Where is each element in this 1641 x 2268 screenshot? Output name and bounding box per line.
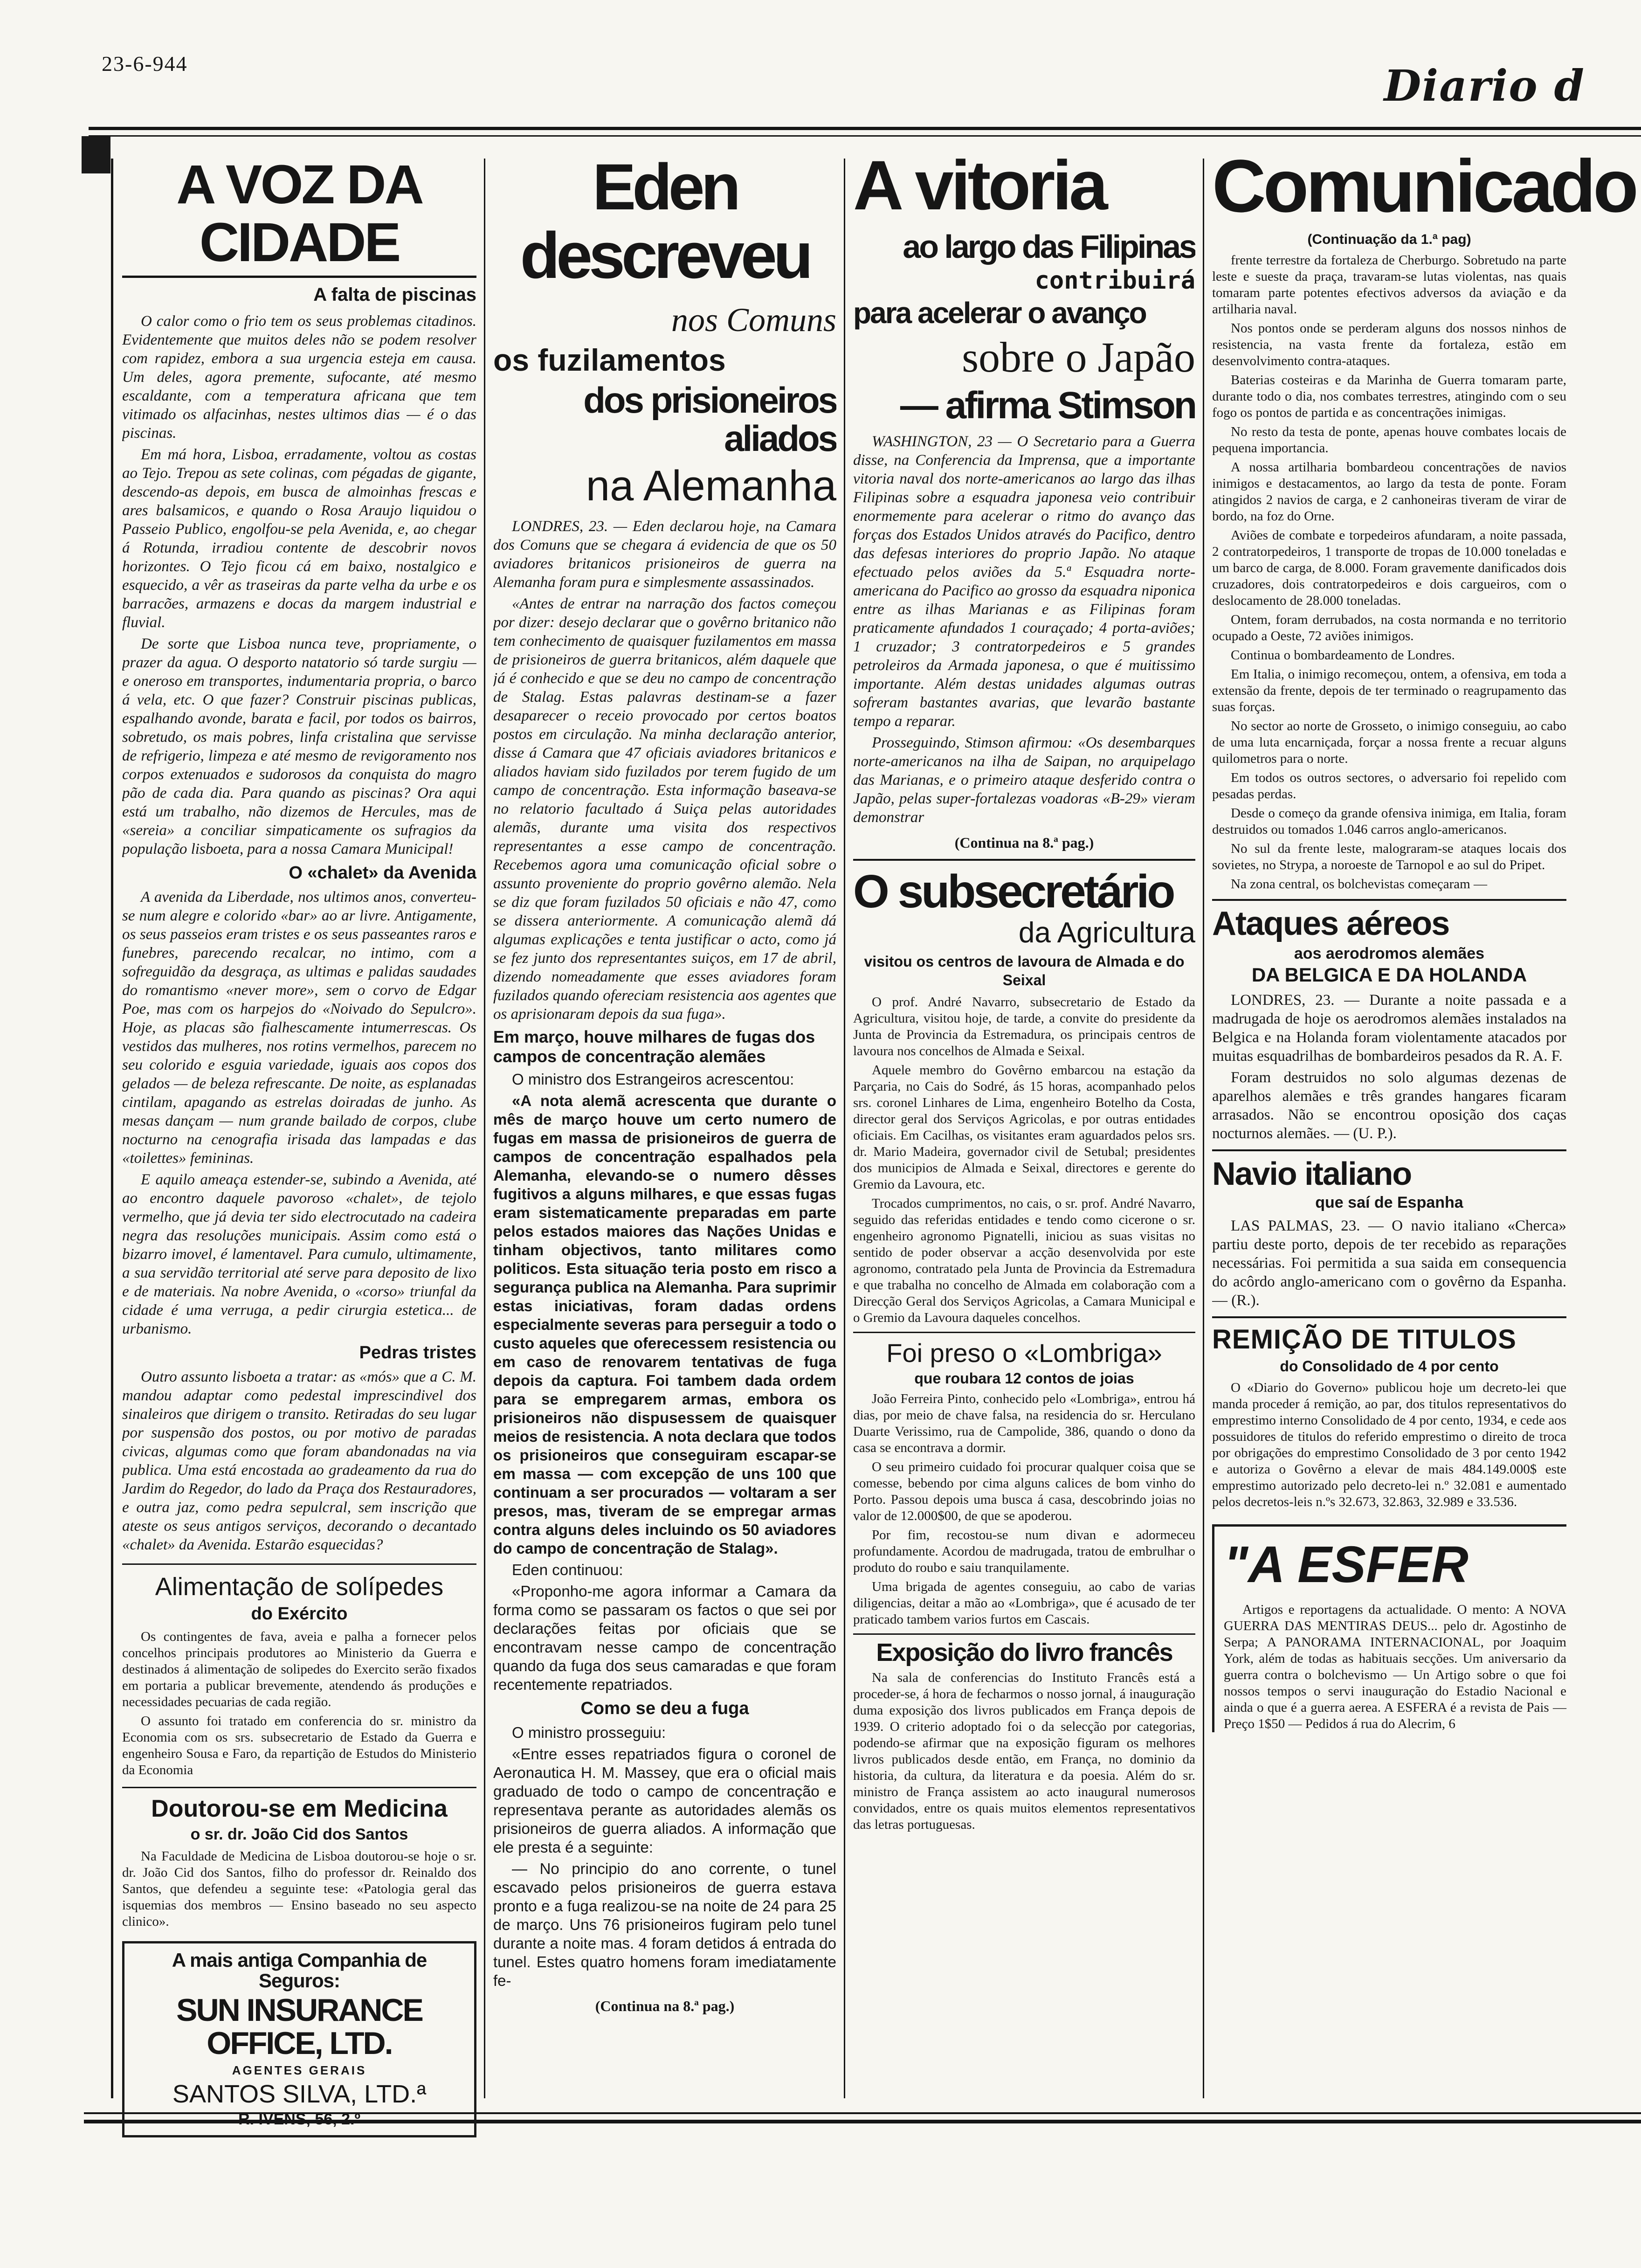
column-rule bbox=[484, 159, 485, 2098]
article-title: A VOZ DA CIDADE bbox=[176, 154, 422, 273]
column-vitoria bbox=[853, 147, 1195, 1836]
article-title: A vitoria bbox=[853, 147, 1105, 224]
article-subtitle: da Agricultura bbox=[1018, 917, 1195, 949]
article-subtitle: os fuzilamentos bbox=[493, 343, 726, 377]
article-paragraph: O ministro dos Estrangeiros acrescentou: bbox=[512, 1070, 794, 1088]
article-subtitle: ao largo das Filipinas bbox=[903, 228, 1195, 265]
article-divider bbox=[853, 859, 1195, 861]
article-title: Alimentação de solípedes bbox=[155, 1572, 444, 1601]
article-paragraph: De sorte que Lisboa nunca teve, propriamente, o prazer da agua. O desporto natatorio só tarde surgiu — e oneroso em transportes, indumentaria propria, o barco á vela, etc. O que fazer? Construir piscinas publicas, espalhando avonde, barata e facil, por todos os bairros, sobretudo, os mais pobres, linfa cristalina que servisse de refrigerio, limpeza e até mesmo de revigoramento nos corpos extenuados e sudorosos da conquista do magro pão de cada dia. Para quando as piscinas? Ora aqui está um trabalho, não dizemos de Hercules, mas de «sereia» a conciliar simpaticamente os sufragios da população lisboeta, para a nossa Camara Municipal! bbox=[122, 635, 476, 857]
article-paragraph: Baterias costeiras e da Marinha de Guerra tomaram parte, durante todo o dia, nos combates terrestres, atingindo com o seu fogo os pontos de partida e as concentrações inimigas. bbox=[1212, 373, 1566, 420]
article-title: Doutorou-se em Medicina bbox=[151, 1795, 448, 1822]
article-paragraph: No sul da frente leste, malograram-se ataques locais dos sovietes, no Strypa, a noroeste de Tarnopol e ao sul do Pripet. bbox=[1212, 841, 1566, 872]
masthead-rule-top bbox=[89, 127, 1641, 130]
article-divider bbox=[853, 1633, 1195, 1635]
article-paragraph: No sector ao norte de Grosseto, o inimigo conseguiu, ao cabo de uma luta encarniçada, forçar a nossa frente a recuar alguns quilometros para o norte. bbox=[1212, 719, 1566, 766]
article-title: Navio italiano bbox=[1212, 1155, 1412, 1192]
ad-line: A mais antiga Companhia de Seguros: bbox=[172, 1949, 427, 1991]
article-paragraph: Aviões de combate e torpedeiros afundaram, a noite passada, 2 contratorpedeiros, 1 transporte de tropas de 10.000 toneladas e um barco de carga, de 8.000. Foram gravemente danificados dois cruzadores, dois contratorpedeiros e dois cargueiros, com o deslocamento de 28.000 toneladas. bbox=[1212, 528, 1566, 608]
ad-agent: SANTOS SILVA, LTD.ª bbox=[172, 2080, 427, 2108]
section-heading: Pedras tristes bbox=[359, 1342, 476, 1362]
article-paragraph: WASHINGTON, 23 — O Secretario para a Guerra disse, na Conferencia da Imprensa, que a importante vitoria naval dos norte-americanos ao largo das ilhas Filipinas sobre a esquadra japonesa veio contribuir enormemente para acelerar o ritmo do avanço das forças dos Estados Unidos através do Pacifico, dentro das defesas interiores do proprio Japão. No ataque efectuado pelos aviões da 5.ª Esquadra norte-americana do Pacifico ao grosso da esquadra niponica entre as ilhas Marianas e as Filipinas foram praticamente afundados 1 couraçado; 4 porta-aviões; 1 cruzador; 3 contratorpedeiros e 5 grandes petroleiros da Armada japonesa, o que é muitissimo importante. Além destas unidades algumas outras sofreram bastantes avarias, que levarão bastante tempo a reparar. bbox=[853, 433, 1195, 730]
article-paragraph: Na Faculdade de Medicina de Lisboa doutorou-se hoje o sr. dr. João Cid dos Santos, filho do professor dr. Reinaldo dos Santos, que defendeu a seguinte tese: «Patologia geral das isquemias dos membros — Ensino baseado no seu aspecto clinico». bbox=[122, 1848, 476, 1929]
section-heading: Em março, houve milhares de fugas dos campos de concentração alemães bbox=[493, 1027, 815, 1066]
article-title: O subsecretário bbox=[853, 865, 1173, 918]
article-divider bbox=[1212, 899, 1566, 901]
article-paragraph: Na sala de conferencias do Instituto Francês está a proceder-se, á hora de fecharmos o nosso jornal, á inauguração duma exposição dos livros publicados em França depois de 1939. O criterio adoptado foi o da selecção por categorias, podendo-se afirmar que na exposição figuram os melhores livros publicados desde então, em França, no dominio da historia, da cultura, da literatura e da poesia. Além do sr. ministro de França assistem ao acto inaugural numerosos convidados, entre os quais muitos elementos representativos das letras portuguesas. bbox=[853, 1670, 1195, 1832]
article-paragraph: O «Diario do Governo» publicou hoje um decreto-lei que manda proceder á remição, ao par, dos titulos representativos do emprestimo interno Consolidado de 4 por cento, 1934, e cede aos possuidores de titulos do referido emprestimo o direito de troca por obrigações do emprestimo Consolidado de 3 por cento 1942 e autoriza o Govêrno a elevar de mais 484.149.000$ este emprestimo autorizado pelo decreto-lei n.º 32.081 e aumentado pelos decretos-leis n.ºs 32.673, 32.863, 32.989 e 33.536. bbox=[1212, 1380, 1566, 1510]
article-paragraph: Em Italia, o inimigo recomeçou, ontem, a ofensiva, em toda a extensão da frente, depois de ter terminado o reagrupamento das suas forças. bbox=[1212, 667, 1566, 714]
continued-note: (Continua na 8.ª pag.) bbox=[595, 1997, 735, 2014]
article-paragraph: «Proponho-me agora informar a Camara da forma como se passaram os factos o que sei por declarações feitas por oficiais que se encontravam nesse campo de concentração quando da fuga dos seus camaradas e que foram recentemente repatriados. bbox=[493, 1582, 836, 1693]
article-title: Eden descreveu bbox=[520, 150, 810, 292]
article-subtitle: que saí de Espanha bbox=[1315, 1194, 1463, 1212]
ad-text: Artigos e reportagens da actualidade. O mento: A NOVA GUERRA DAS MENTIRAS DEUS... pelo dr. Agostinho de Serpa; A PANORAMA INTERNACIONAL, por Joaquim York, além de todas as habituais secções. Um aniversario da guerra contra o bolchevismo — Un Artigo sobre o que foi nossos tempos o servi inauguração do Estadio Nacional e ainda o que é a guerra aerea. A ESFERA é a revista de Pais — Preço 1$50 — Pedidos á rua do Alecrim, 6 bbox=[1224, 1602, 1566, 1732]
article-paragraph: Outro assunto lisboeta a tratar: as «mós» que a C. M. mandou adaptar como pedestal imprescindivel dos sinaleiros que dirigem o transito. Retiradas do seu lugar por suspensão dos postos, ou por motivo de paradas civicas, algumas como que foram abandonadas na via publica. Uma está encostada ao gradeamento da rua do Jardim do Regedor, do lado da Praça dos Restauradores, e outra jaz, como pedra sepulcral, sem inscrição que ateste os seus antigos serviços, decorando o decantado «chalet» da Avenida. Estarão esquecidas? bbox=[122, 1368, 476, 1553]
ad-address: R. IVENS, 56, 2.º bbox=[238, 2110, 360, 2128]
column-rule bbox=[844, 159, 845, 2098]
article-paragraph: Desde o começo da grande ofensiva inimiga, em Italia, foram destruidos ou tomados 1.046 carros anglo-americanos. bbox=[1212, 806, 1566, 837]
article-subtitle: sobre o Japão bbox=[962, 333, 1195, 381]
article-paragraph: No resto da testa de ponte, apenas houve combates locais de pequena importancia. bbox=[1212, 424, 1566, 456]
article-paragraph: LONDRES, 23. — Durante a noite passada e a madrugada de hoje os aerodromos alemães instalados na Belgica e na Holanda foram violentamente atacados por muitas esquadrilhas de bombardeiros pesados da R. A. F. bbox=[1212, 991, 1566, 1065]
section-heading: A falta de piscinas bbox=[313, 284, 476, 305]
article-paragraph: O assunto foi tratado em conferencia do sr. ministro da Economia com os srs. subsecretario de Estado da Guerra e engenheiro Sousa e Faro, da repartição de Estudos do Ministerio da Economia bbox=[122, 1713, 476, 1777]
article-paragraph: «A nota alemã acrescenta que durante o mês de março houve um certo numero de fugas em massa de prisioneiros de guerra de campos de concentração espalhados pela Alemanha, elevando-se o numero dêsses fugitivos a alguns milhares, e que essas fugas eram sistematicamente preparadas em parte pelos estados maiores das Nações Unidas e tinham objectivos, tanto militares como politicos. Esta situação teria posto em risco a segurança publica na Alemanha. Para suprimir estas iniciativas, foram dadas ordens especialmente severas para perseguir a todo o custo aqueles que oferecessem resistencia ou em caso de renovarem tentativas de fuga depois da captura. Foi tambem dada ordem para se empregarem armas, embora os prisioneiros não dispusessem de quaisquer meios de resistencia. A nota declara que todos os prisioneiros que conseguiram escapar-se em massa — com excepção de uns 100 que continuam a ser procurados — voltaram a ser presos, mas, tiveram de se empregar armas contra alguns deles incluindo os 50 aviadores do campo de concentração de Stalag». bbox=[493, 1092, 836, 1557]
article-paragraph: Prosseguindo, Stimson afirmou: «Os desembarques norte-americanos na ilha de Saipan, no arquipelago das Marianas, e o primeiro ataque desferido contra o Japão, pelas super-fortalezas voadoras «B-29» vieram demonstrar bbox=[853, 734, 1195, 826]
article-subtitle: — afirma Stimson bbox=[900, 384, 1195, 427]
article-paragraph: LONDRES, 23. — Eden declarou hoje, na Camara dos Comuns que se chegara á evidencia de que os 50 aviadores britanicos prisioneiros de guerra na Alemanha foram pura e simplesmente assassinados. bbox=[493, 518, 836, 591]
article-divider bbox=[1212, 1316, 1566, 1318]
article-paragraph: Na zona central, os bolchevistas começaram — bbox=[1231, 877, 1487, 892]
article-title: Exposição do livro francês bbox=[876, 1639, 1172, 1667]
article-subtitle: dos prisioneiros aliados bbox=[583, 380, 836, 459]
article-paragraph: Aquele membro do Govêrno embarcou na estação da Parçaria, no Cais do Sodré, ás 15 horas, acompanhado pelos srs. coronel Linhares de Lima, engenheiro Botelho da Costa, director geral dos Serviços Agricolas, e por outras entidades oficiais. Em Cacilhas, os visitantes eram aguardados pelos srs. dr. Mario Madeira, governador civil de Setubal; presidentes dos municipios de Almada e Seixal, directores e gerente do Gremio da Lavoura, etc. bbox=[853, 1063, 1195, 1192]
article-paragraph: Os contingentes de fava, aveia e palha a fornecer pelos concelhos principais produtores ao Ministerio da Guerra e destinados á alimentação de solipedes do Exercito serão fixados em portaria a publicar brevemente, atendendo ás produções e necessidades pecuarias de cada região. bbox=[122, 1629, 476, 1709]
masthead-title: Diario d bbox=[1384, 61, 1585, 111]
article-paragraph: O prof. André Navarro, subsecretario de Estado da Agricultura, visitou hoje, de tarde, a convite do presidente da Junta de Provincia da Estremadura, os principais centros de lavoura nos concelhos de Almada e Seixal. bbox=[853, 995, 1195, 1059]
article-paragraph: E aquilo ameaça estender-se, subindo a Avenida, até ao encontro daquele pavoroso «chalet», de tejolo vermelho, que já devia ter sido electrocutado na cadeira negra das resoluções municipais. Assim como está o bizarro imovel, é lamentavel. Para cumulo, ultimamente, a sua servidão territorial até serve para deposito de lixo e de materiais. Na nobre Avenida, o «corso» triunfal da cidade é uma verruga, a pedir cirurgia estetica... de urbanismo. bbox=[122, 1171, 476, 1337]
article-paragraph: Trocados cumprimentos, no cais, o sr. prof. André Navarro, seguido das referidas entidades e tendo como cicerone o sr. engenheiro agronomo Pignatelli, iniciou as suas visitas no sentido de poder observar a acção desenvolvida por este agronomo, contratado pela Junta de Provincia da Estremadura e que trabalha no concelho de Almada em colaboração com a Direcção Geral dos Serviços Agricolas, a Camara Municipal e o Gremio da Lavoura daqueles concelhos. bbox=[853, 1196, 1195, 1326]
article-paragraph: «Entre esses repatriados figura o coronel de Aeronautica H. M. Massey, que era o oficial mais graduado de todo o campo de concentração e representava perante as autoridades alemãs os prisioneiros de guerra aliados. A informação que ele presta é a seguinte: bbox=[493, 1745, 836, 1856]
title-underline bbox=[122, 276, 476, 278]
article-subtitle: na Alemanha bbox=[586, 462, 836, 510]
column-eden bbox=[493, 147, 836, 2022]
ad-company: SUN INSURANCE OFFICE, LTD. bbox=[176, 1992, 422, 2061]
article-subtitle: do Consolidado de 4 por cento bbox=[1280, 1358, 1499, 1375]
article-divider bbox=[122, 1787, 476, 1788]
continued-note: (Continua na 8.ª pag.) bbox=[954, 834, 1094, 851]
article-subtitle: aos aerodromos alemães bbox=[1294, 944, 1485, 962]
article-divider bbox=[1212, 1149, 1566, 1151]
article-paragraph: Eden continuou: bbox=[512, 1561, 623, 1578]
article-paragraph: Uma brigada de agentes conseguiu, ao cabo de varias diligencias, deitar a mão ao «Lombriga», que é acusado de ter praticado tambem varios furtos em Cascais. bbox=[853, 1579, 1195, 1627]
article-title: Ataques aéreos bbox=[1212, 905, 1449, 942]
article-divider bbox=[122, 1563, 476, 1565]
article-paragraph: Em má hora, Lisboa, erradamente, voltou as costas ao Tejo. Trepou as sete colinas, com pégadas de gigante, descendo-as depois, em busca de almoinhas frescas e ares balsamicos, e quando o Rosa Araujo liquidou o Passeio Publico, engolfou-se pela Avenida, e, ao chegar á Rotunda, irradiou contente de descobrir novos horizontes. O Tejo ficou cá em baixo, nostalgico e esquecido, a vêr as traseiras da parte velha da urbe e os barracões, armazens e docas da margem industrial e fluvial. bbox=[122, 446, 476, 631]
article-title: REMIÇÃO DE TITULOS bbox=[1212, 1324, 1517, 1355]
article-subtitle: o sr. dr. João Cid dos Santos bbox=[190, 1825, 408, 1843]
article-subtitle: visitou os centros de lavoura de Almada e do Seixal bbox=[864, 953, 1185, 989]
ad-line: AGENTES GERAIS bbox=[232, 2063, 367, 2077]
section-heading: O «chalet» da Avenida bbox=[289, 863, 476, 883]
page-date: 23-6-944 bbox=[102, 52, 188, 76]
article-subtitle: contribuirá bbox=[1034, 267, 1195, 295]
column-comunicado bbox=[1212, 147, 1641, 1735]
advertisement-sun-insurance bbox=[122, 1941, 476, 2137]
article-paragraph: A avenida da Liberdade, nos ultimos anos, converteu-se num alegre e colorido «bar» ao ar livre. Antigamente, os seus passeios eram tristes e os seus passeantes raros e funebres, parecendo recalcar, no intimo, com a sofreguidão da desgraça, as ultimas e palidas saudades do romantismo «never more», sem o corvo de Edgar Poe, mas com os harpejos do «Noivado do Sepulcro». Hoje, as placas são fialhescamente intumerrescas. Os vestidos das mulheres, nos rotins vermelhos, parecem no seu colorido e esguia variedade, iguais aos copos dos gelados — de beleza refrescante. De noite, as esplanadas cintilam, apagando as estrelas doiradas de junho. As mesas dançam — num grande bailado de corpos, clube nocturno na cenografia irisada das lampadas e das «toilettes» femininas. bbox=[122, 888, 476, 1167]
article-paragraph: Continua o bombardeamento de Londres. bbox=[1231, 648, 1455, 663]
article-paragraph: Por fim, recostou-se num divan e adormeceu profundamente. Acordou de madrugada, tratou de embrulhar o produto do roubo e saiu tranquilamente. bbox=[853, 1528, 1195, 1576]
article-paragraph: O ministro prosseguiu: bbox=[512, 1723, 666, 1741]
article-subtitle: DA BELGICA E DA HOLANDA bbox=[1251, 963, 1527, 986]
column-rule bbox=[111, 159, 113, 2098]
masthead-rule-bottom bbox=[89, 135, 1641, 137]
article-paragraph: O calor como o frio tem os seus problemas citadinos. Evidentemente que muitos deles não se podem resolver com rapidez, embora a sua urgencia esteja em causa. Um deles, agora premente, sufocante, até mesmo escaldante, com a temperatura africana que tem vitimado os alfacinhas, nestes ultimos dias — é o das piscinas. bbox=[122, 312, 476, 442]
registration-mark bbox=[82, 136, 110, 173]
article-subtitle: nos Comuns bbox=[671, 301, 836, 339]
column-rule bbox=[1203, 159, 1204, 2098]
column-voz-da-cidade bbox=[122, 147, 476, 2137]
article-paragraph: Ontem, foram derrubados, na costa normanda e no territorio ocupado a Oeste, 72 aviões inimigos. bbox=[1212, 612, 1566, 643]
article-paragraph: Foram destruidos no solo algumas dezenas de aparelhos alemães e três grandes hangares ficaram arrasados. Não se encontrou oposição dos caças nocturnos alemães. — (U. P.). bbox=[1212, 1069, 1566, 1142]
article-title: Comunicado bbox=[1212, 147, 1636, 228]
article-paragraph: LAS PALMAS, 23. — O navio italiano «Cherca» partiu deste porto, depois de ter recebido as reparações necessárias. Foi permitida a sua saida em consequencia do acôrdo anglo-americano com o govêrno da Espanha. — (R.). bbox=[1212, 1217, 1566, 1309]
article-paragraph: «Antes de entrar na narração dos factos começou por dizer: desejo declarar que o govêrno britanico não tem conhecimento de quaisquer fuzilamentos em massa de prisioneiros de guerra britanicos, além daquele que já é conhecido e que se deu no campo de concentração de Stalag. Estas palavras destinam-se a fazer desaparecer o receio provocado por certos boatos postos em circulação. Na minha declaração anterior, disse á Camara que 47 oficiais aviadores britanicos e aliados haviam sido fuzilados por terem fugido de um campo de concentração. Esta informação baseava-se no relatorio facultado á Suiça pelas autoridades alemãs, durante uma visita dos respectivos representantes a esse campo de concentração. Recebemos agora uma comunicação oficial sobre o assunto proveniente do proprio govêrno alemão. Nela se diz que foram fuzilados 50 oficiais e não 47, como se dissera anteriormente. A comunicação alemã dá algumas explicações e tenta justificar o acto, como já se fez junto dos representantes suiços, em 17 de abril, dizendo nomeadamente que esses aviadores foram fuzilados quando ofereciam resistencia aos agentes que os aprisionaram depois da sua fuga». bbox=[493, 595, 836, 1023]
article-divider bbox=[853, 1332, 1195, 1333]
article-paragraph: frente terrestre da fortaleza de Cherburgo. Sobretudo na parte leste e sueste da praça, travaram-se lutas violentas, nas quais tomaram parte potentes efectivos adversos da aviação e da artilharia naval. bbox=[1212, 253, 1566, 317]
article-title: Foi preso o «Lombriga» bbox=[886, 1338, 1162, 1368]
article-paragraph: A nossa artilharia bombardeou concentrações de navios inimigos e destacamentos, ao largo da testa de ponte. Foram atingidos 2 navios de carga, e 2 canhoneiras tiveram de virar de bordo, na foz do Orne. bbox=[1212, 460, 1566, 524]
article-paragraph: Em todos os outros sectores, o adversario foi repelido com pesadas perdas. bbox=[1212, 770, 1566, 802]
article-paragraph: — No principio do ano corrente, o tunel escavado pelos prisioneiros de guerra estava pronto e a fuga realizou-se na noite de 24 para 25 de março. Uns 76 prisioneiros fugiram pelo tunel durante a noite mas. 4 foram detidos á entrada do tunel. Estes quatro homens foram imediatamente fe- bbox=[493, 1860, 836, 1989]
article-paragraph: Nos pontos onde se perderam alguns dos nossos ninhos de resistencia, na vasta frente da fortaleza, estão em desenvolvimento contra-ataques. bbox=[1212, 321, 1566, 368]
continued-note: (Continuação da 1.ª pag) bbox=[1307, 232, 1471, 247]
article-subtitle: para acelerar o avanço bbox=[853, 296, 1146, 330]
advertisement-esfera bbox=[1212, 1524, 1566, 1732]
article-subtitle: que roubara 12 contos de joias bbox=[914, 1370, 1134, 1387]
article-paragraph: João Ferreira Pinto, conhecido pelo «Lombriga», entrou há dias, por meio de chave falsa, na residencia do sr. Herculano Duarte Verissimo, rua de Campolide, 386, quando o dono da casa se encontrava a dormir. bbox=[853, 1391, 1195, 1456]
section-heading: Como se deu a fuga bbox=[580, 1698, 749, 1718]
ad-title: "A ESFER bbox=[1224, 1536, 1469, 1594]
comunicado-body bbox=[1212, 252, 1566, 1732]
article-paragraph: O seu primeiro cuidado foi procurar qualquer coisa que se comesse, bebendo por cima alguns calices de bom vinho do Porto. Passou depois uma busca á casa, descobrindo joias no valor de 12.000$00, de que se apoderou. bbox=[853, 1459, 1195, 1524]
article-subtitle: do Exército bbox=[251, 1604, 348, 1624]
